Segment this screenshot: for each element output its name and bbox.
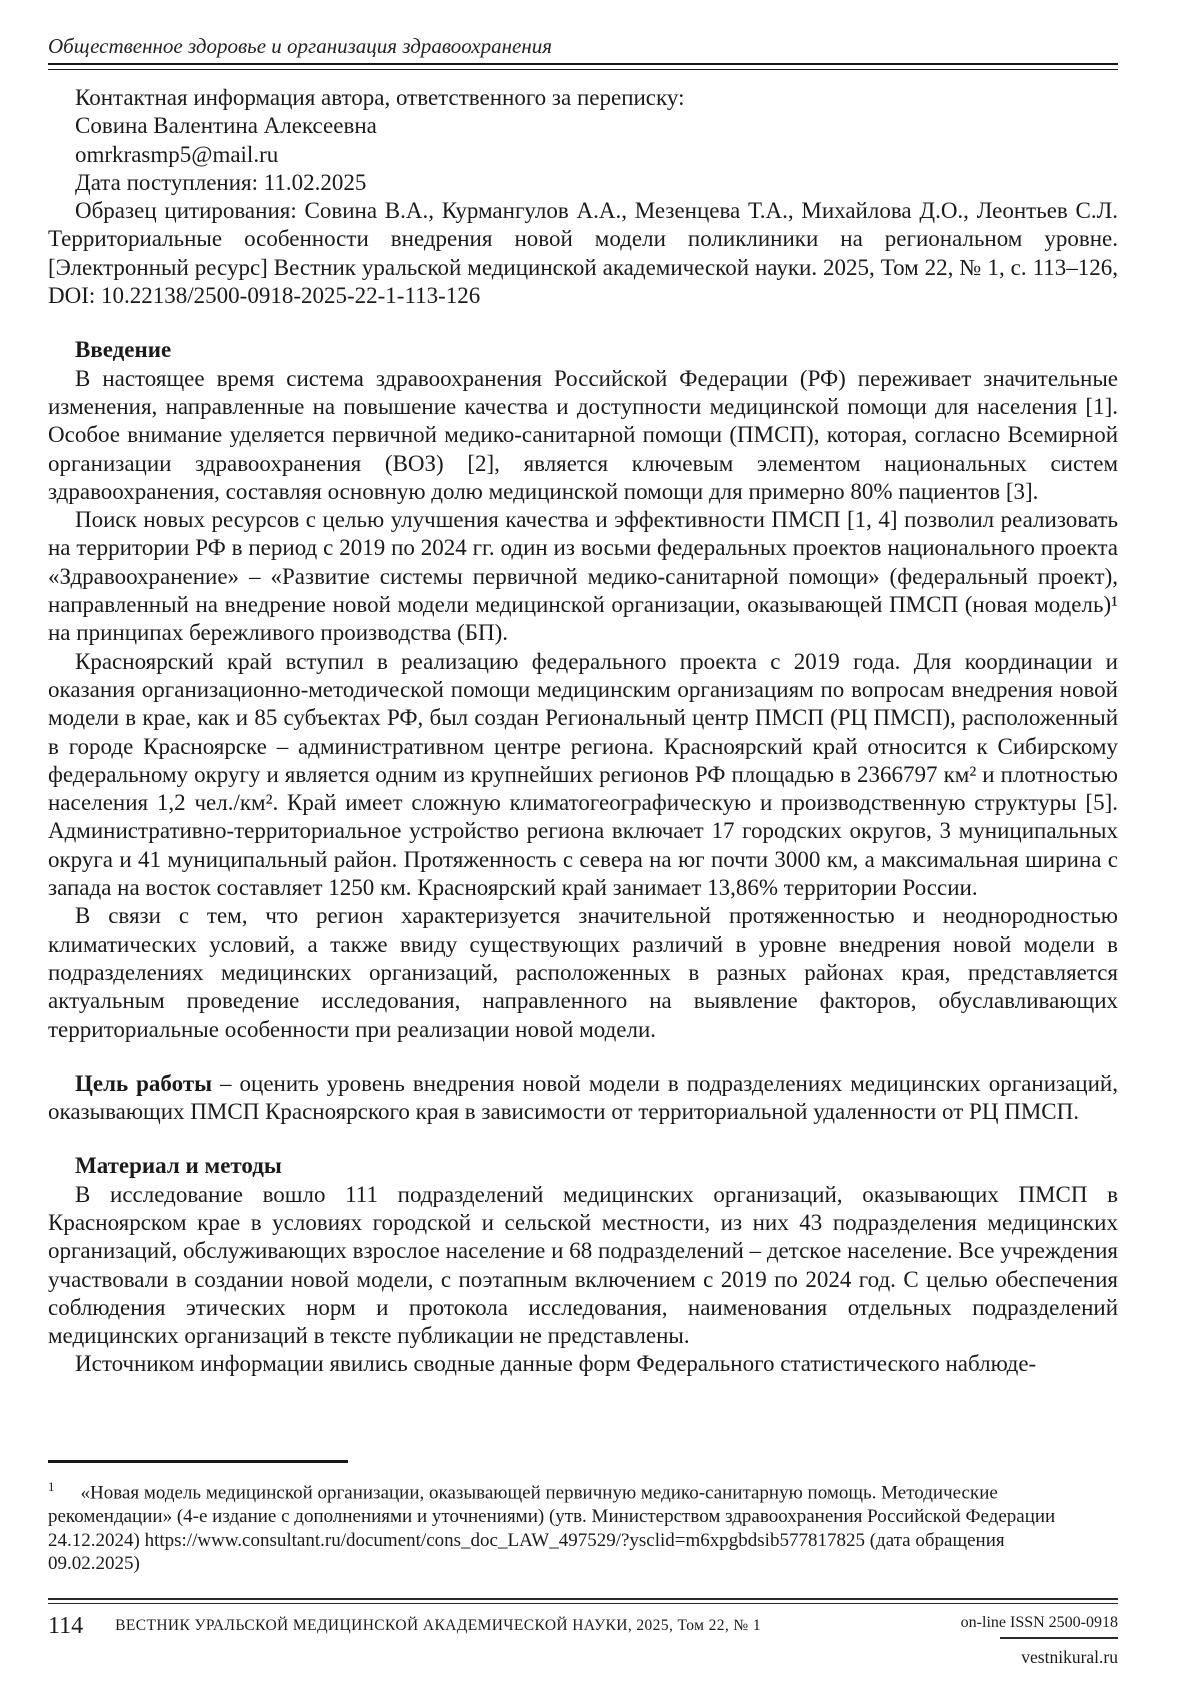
journal-title-line: ВЕСТНИК УРАЛЬСКОЙ МЕДИЦИНСКОЙ АКАДЕМИЧЕСКОЙ НАУКИ, 2025, Том 22, № 1 xyxy=(115,1617,762,1634)
page-footer xyxy=(48,1598,1118,1668)
page-number: 114 xyxy=(48,1613,84,1639)
article-paragraph: В связи с тем, что регион характеризуется значительной протяженностью и неоднородностью климатических условий, а также ввиду существующих различий в уровне внедрения новой модели в подразделениях медицинских организаций, расположенных в разных районах края, представляется актуальным проведение исследования, направленного на выявление факторов, обуславливающих территориальные особенности при реализации новой модели. xyxy=(48,903,1118,1042)
running-head-section-title: Общественное здоровье и организация здравоохранения xyxy=(48,34,553,58)
article-paragraph: Источником информации явились сводные данные форм Федерального статистического наблюде- xyxy=(75,1351,1037,1377)
article-paragraph: В исследование вошло 111 подразделений медицинских организаций, оказывающих ПМСП в Красноярском крае в условиях городской и сельской местности, из них 43 подразделения медицинских организаций, обслуживающих взрослое население и 68 подразделений – детское население. Все учреждения участвовали в создании новой модели, с поэтапным включением с 2019 по 2024 год. С целью обеспечения соблюдения этических норм и протокола исследования, наименования отдельных подразделений медицинских организаций в тексте публикации не представлены. xyxy=(48,1181,1118,1349)
section-heading: Материал и методы xyxy=(75,1153,282,1179)
footnote-separator-rule xyxy=(48,1460,348,1463)
submission-date: Дата поступления: 11.02.2025 xyxy=(75,169,367,195)
footnote-area xyxy=(48,1460,1118,1576)
paragraph-bold-lead: Цель работы xyxy=(75,1070,213,1096)
footer-right-block xyxy=(961,1613,1118,1668)
contact-label: Контактная информация автора, ответственного за переписку: xyxy=(75,85,685,110)
footer-double-rule xyxy=(48,1598,1118,1604)
article-paragraph: В настоящее время система здравоохранения Российской Федерации (РФ) переживает значительные изменения, направленные на повышение качества и доступности медицинской помощи для населения [1]. Особое внимание уделяется первичной медико-санитарной помощи (ПМСП), которая, согласно Всемирной организации здравоохранения (ВОЗ) [2], является ключевым элементом национальных систем здравоохранения, составляя основную долю медицинской помощи для примерно 80% пациентов [3]. xyxy=(48,365,1118,504)
section-heading: Введение xyxy=(75,337,172,363)
contact-author-name: Совина Валентина Алексеевна xyxy=(75,113,377,139)
footnote-text: «Новая модель медицинской организации, оказывающей первичную медико-санитарную помощь. Методические рекомендации» (4-е издание с дополнениями и уточнениями) (утв. Министерством здравоохранения Российской Федерации 24.12.2024) https://www.consultant.ru/document/cons_doc_LAW_497529/?ysclid=m6xpgbdsib577817825 (дата обращения 09.02.2025) xyxy=(48,1482,1056,1575)
issn-underline-rule xyxy=(1000,1637,1118,1639)
page-header xyxy=(48,34,1118,70)
article-paragraph: Цель работы – оценить уровень внедрения новой модели в подразделениях медицинских организаций, оказывающих ПМСП Красноярского края в зависимости от территориальной удаленности от РЦ ПМСП. xyxy=(48,1070,1118,1125)
footnote xyxy=(48,1475,1073,1576)
article-body xyxy=(48,336,1118,1378)
journal-website: vestnikural.ru xyxy=(1021,1647,1118,1667)
article-paragraph: Красноярский край вступил в реализацию федерального проекта с 2019 года. Для координации и оказания организационно-методической помощи медицинским организациям по вопросам внедрения новой модели в крае, как и 85 субъектах РФ, был создан Региональный центр ПМСП (РЦ ПМСП), расположенный в городе Красноярске – административном центре региона. Красноярский край относится к Сибирскому федеральному округу и является одним из крупнейших регионов РФ площадью в 2366797 км² и плотностью населения 1,2 чел./км². Край имеет сложную климатогеографическую и производственную структуры [5]. Административно-территориальное устройство региона включает 17 городских округов, 3 муниципальных округа и 41 муниципальный район. Протяженность с севера на юг почти 3000 км, а максимальная ширина с запада на восток составляет 1250 км. Красноярский край занимает 13,86% территории России. xyxy=(48,648,1118,901)
footnote-marker: 1 xyxy=(48,1479,55,1494)
article-content xyxy=(48,84,1118,1379)
online-issn: on-line ISSN 2500-0918 xyxy=(960,1614,1118,1631)
article-paragraph: Поиск новых ресурсов с целью улучшения качества и эффективности ПМСП [1, 4] позволил реализовать на территории РФ в период с 2019 по 2024 гг. один из восьми федеральных проектов национального проекта «Здравоохранение» – «Развитие системы первичной медико-санитарной помощи» (федеральный проект), направленный на внедрение новой модели медицинской организации, оказывающей ПМСП (новая модель)¹ на принципах бережливого производства (БП). xyxy=(48,507,1118,646)
header-double-rule xyxy=(48,63,1118,70)
citation-example: Образец цитирования: Совина В.А., Курмангулов А.А., Мезенцева Т.А., Михайлова Д.О., Леонтьев С.Л. Территориальные особенности внедрения новой модели поликлиники на региональном уровне. [Электронный ресурс] Вестник уральской медицинской академической науки. 2025, Том 22, № 1, с. 113–126, DOI: 10.22138/2500-0918-2025-22-1-113-126 xyxy=(48,198,1118,309)
contact-email: omrkrasmp5@mail.ru xyxy=(75,141,279,167)
